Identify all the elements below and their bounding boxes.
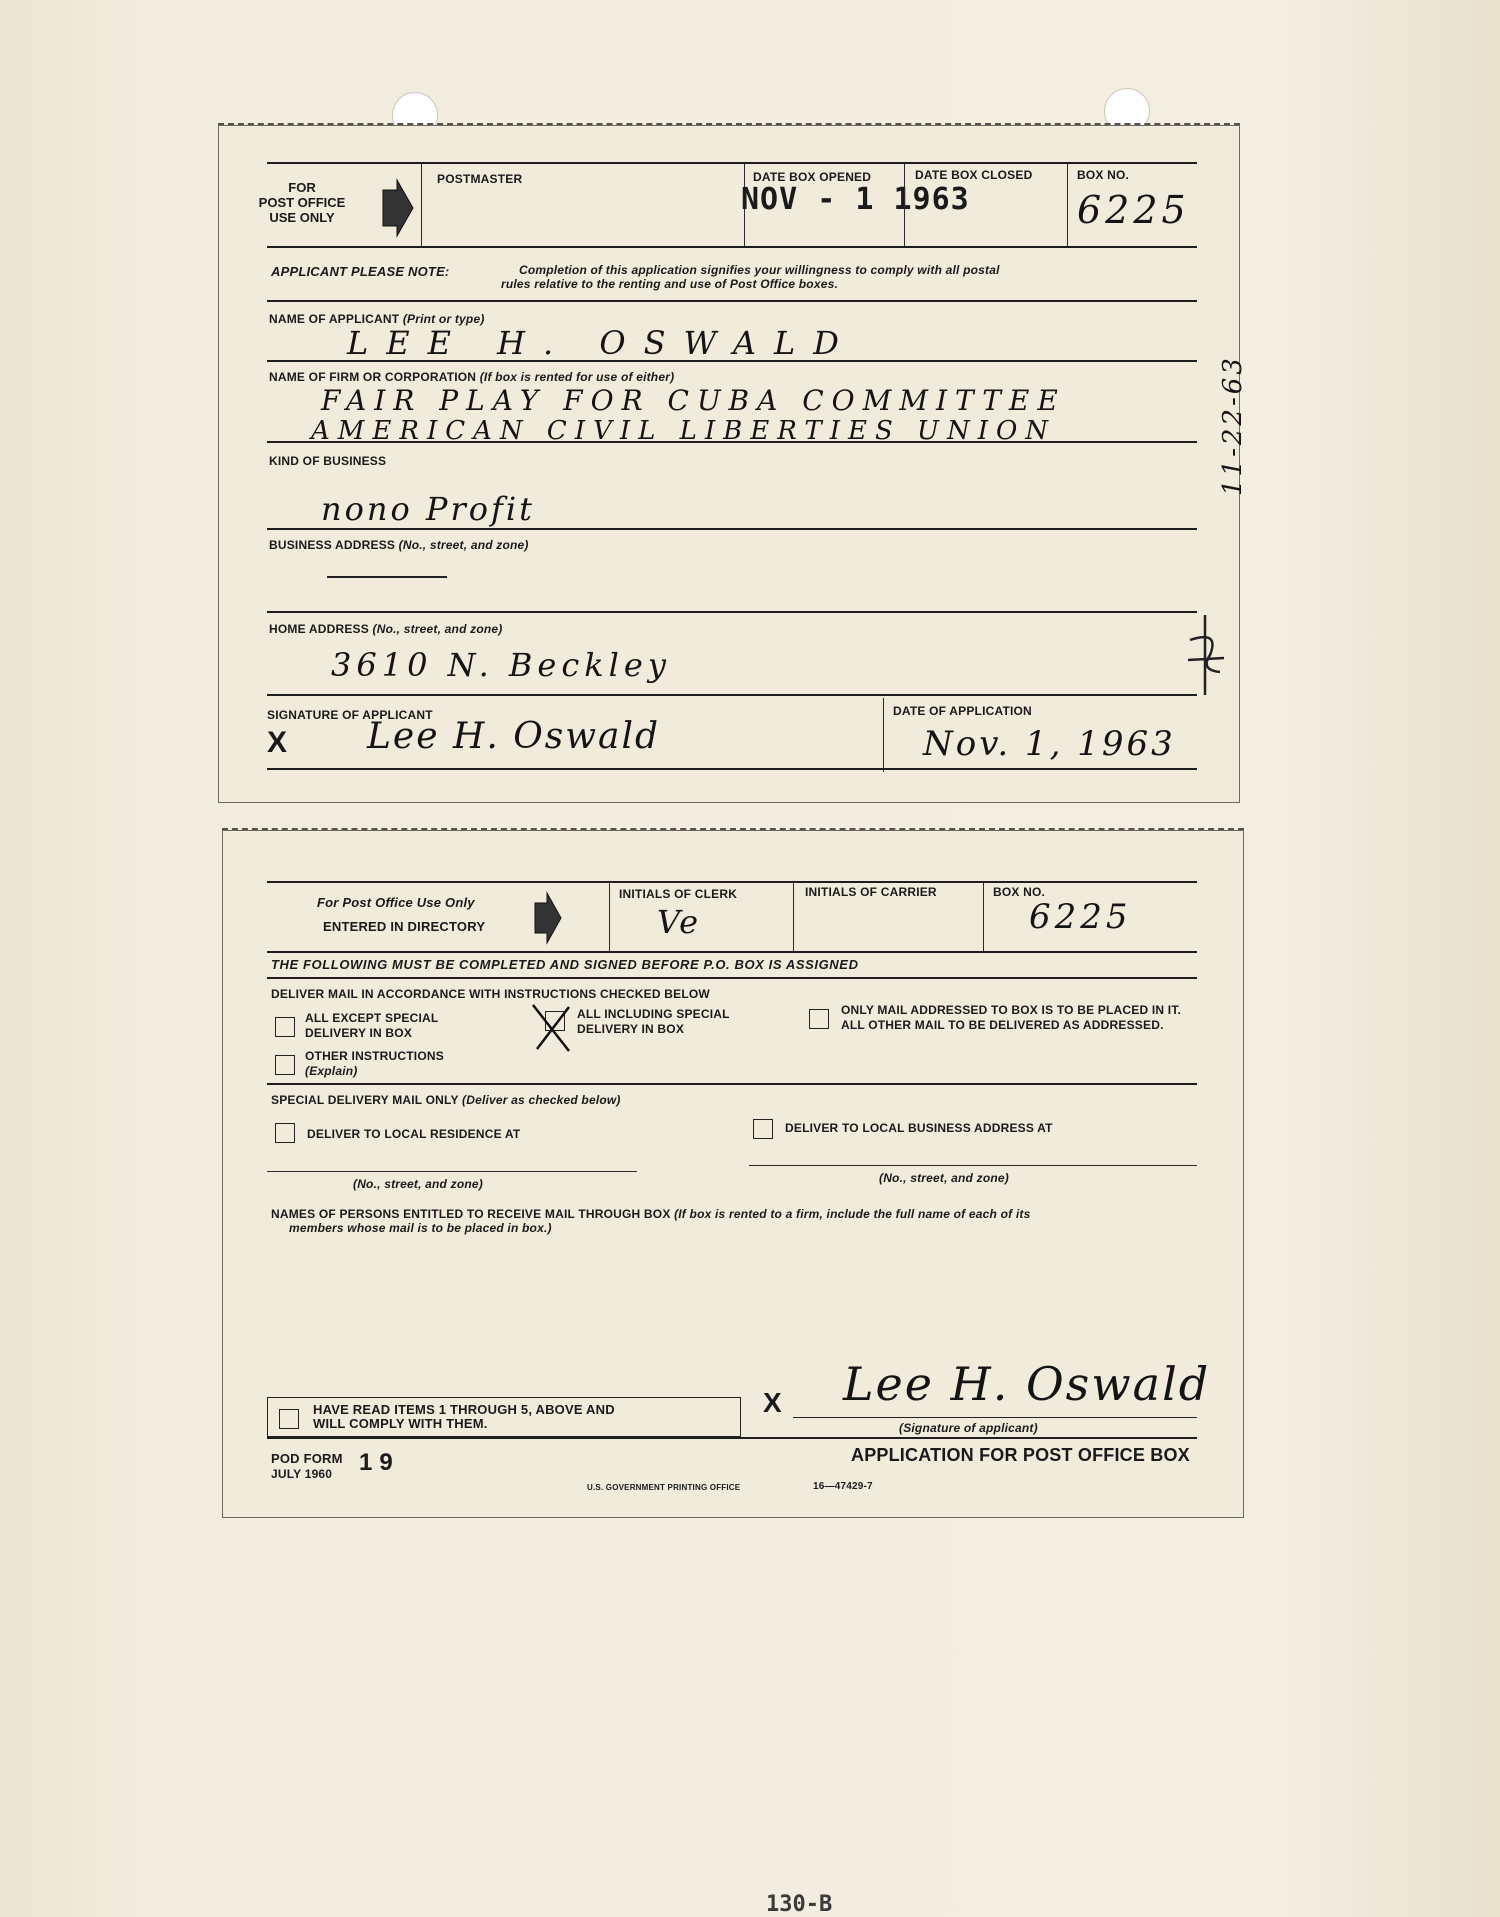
check-mark-x-icon [529,999,575,1055]
checkbox-local-business[interactable] [753,1119,773,1139]
applicant-name-value: LEE H. OSWALD [347,324,857,362]
date-of-application-value: Nov. 1, 1963 [923,724,1176,764]
bottom-signature-x: X [763,1387,782,1418]
date-box-opened-stamp: NOV - 1 1963 [741,182,970,217]
note-title: APPLICANT PLEASE NOTE: [271,264,450,279]
for-po-use-label: FOR POST OFFICE USE ONLY [258,180,346,225]
note-line-2: rules relative to the renting and use of Post Office boxes. [501,277,838,291]
date-of-application-label: DATE OF APPLICATION [893,704,1032,718]
checkbox-only-mail-addressed[interactable] [809,1009,829,1029]
local-residence-label: DELIVER TO LOCAL RESIDENCE AT [307,1127,521,1141]
must-complete-notice: THE FOLLOWING MUST BE COMPLETED AND SIGNED BEFORE P.O. BOX IS ASSIGNED [271,957,859,972]
business-label: KIND OF BUSINESS [269,454,387,468]
firm-value-2: AMERICAN CIVIL LIBERTIES UNION [311,416,1057,446]
signature-label: SIGNATURE OF APPLICANT [267,708,433,722]
names-entitled-label: NAMES OF PERSONS ENTITLED TO RECEIVE MAIL THROUGH BOX (If box is rented to a firm, include the full name of each of its [271,1207,1031,1221]
initials-clerk-label: INITIALS OF CLERK [619,887,738,901]
opt-all-including-label: ALL INCLUDING SPECIAL DELIVERY IN BOX [577,1007,730,1036]
pod-form-label: POD FORM [271,1451,343,1466]
initials-carrier-label: INITIALS OF CARRIER [805,885,937,899]
box-no-label: BOX NO. [1077,168,1130,182]
postmaster-label: POSTMASTER [437,172,523,186]
margin-date-note: 11-22-63 [1218,355,1248,496]
note-line-1: Completion of this application signifies your willingness to comply with all postal [519,263,1000,277]
business-address-dash [327,576,447,578]
checkbox-other-instructions[interactable] [275,1055,295,1075]
initials-clerk-value: Ve [657,903,701,941]
entered-in-directory-label: ENTERED IN DIRECTORY [323,919,486,934]
firm-value-1: FAIR PLAY FOR CUBA COMMITTEE [321,384,1066,417]
arrow-right-icon [381,178,415,238]
signature-of-applicant-label: (Signature of applicant) [899,1421,1038,1435]
pod-form-number: 1 9 [359,1449,393,1476]
business-address-hint: (No., street, and zone) [879,1171,1009,1185]
local-business-label: DELIVER TO LOCAL BUSINESS ADDRESS AT [785,1121,1053,1135]
pod-date-label: JULY 1960 [271,1467,333,1481]
opt-all-except-label: ALL EXCEPT SPECIAL DELIVERY IN BOX [305,1011,439,1040]
application-title: APPLICATION FOR POST OFFICE BOX [851,1445,1190,1465]
home-address-value: 3610 N. Beckley [331,646,671,684]
box-no-value: 6225 [1077,188,1190,232]
box-no-label-2: BOX NO. [993,885,1046,899]
margin-initials-mark [1180,610,1230,700]
have-read-label: HAVE READ ITEMS 1 THROUGH 5, ABOVE AND WILL COMPLY WITH THEM. [313,1402,615,1431]
box-no-value-2: 6225 [1029,897,1132,937]
application-card [218,125,1240,803]
checkbox-have-read[interactable] [279,1409,299,1429]
special-delivery-label: SPECIAL DELIVERY MAIL ONLY (Deliver as checked below) [271,1093,621,1107]
residence-address-hint: (No., street, and zone) [353,1177,483,1191]
names-entitled-hint: members whose mail is to be placed in box.) [289,1221,552,1235]
gpo-code: 16—47429-7 [813,1481,873,1492]
checkbox-local-residence[interactable] [275,1123,295,1143]
date-box-closed-label: DATE BOX CLOSED [915,168,1033,182]
applicant-signature: Lee H. Oswald [367,716,661,757]
arrow-right-icon-2 [533,891,563,945]
for-po-use-only-label: For Post Office Use Only [317,895,475,910]
business-value: nono Profit [321,490,535,528]
checkbox-all-except-special[interactable] [275,1017,295,1037]
firm-label: NAME OF FIRM OR CORPORATION (If box is rented for use of either) [269,370,675,384]
deliver-instructions-label: DELIVER MAIL IN ACCORDANCE WITH INSTRUCTIONS CHECKED BELOW [271,987,710,1001]
page-number: 130-B [766,1892,833,1917]
gpo-label: U.S. GOVERNMENT PRINTING OFFICE [587,1483,741,1492]
directory-card [222,830,1244,1518]
opt-only-mail-label: ONLY MAIL ADDRESSED TO BOX IS TO BE PLACED IN IT. ALL OTHER MAIL TO BE DELIVERED AS ADDRESSED. [841,1003,1182,1032]
date-box-opened-label: DATE BOX OPENED [753,170,872,184]
home-address-label: HOME ADDRESS (No., street, and zone) [269,622,503,636]
business-address-label: BUSINESS ADDRESS (No., street, and zone) [269,538,529,552]
name-label: NAME OF APPLICANT (Print or type) [269,312,485,326]
signature-x: X [267,726,288,759]
opt-other-label: OTHER INSTRUCTIONS (Explain) [305,1049,444,1078]
bottom-applicant-signature: Lee H. Oswald [843,1357,1211,1411]
